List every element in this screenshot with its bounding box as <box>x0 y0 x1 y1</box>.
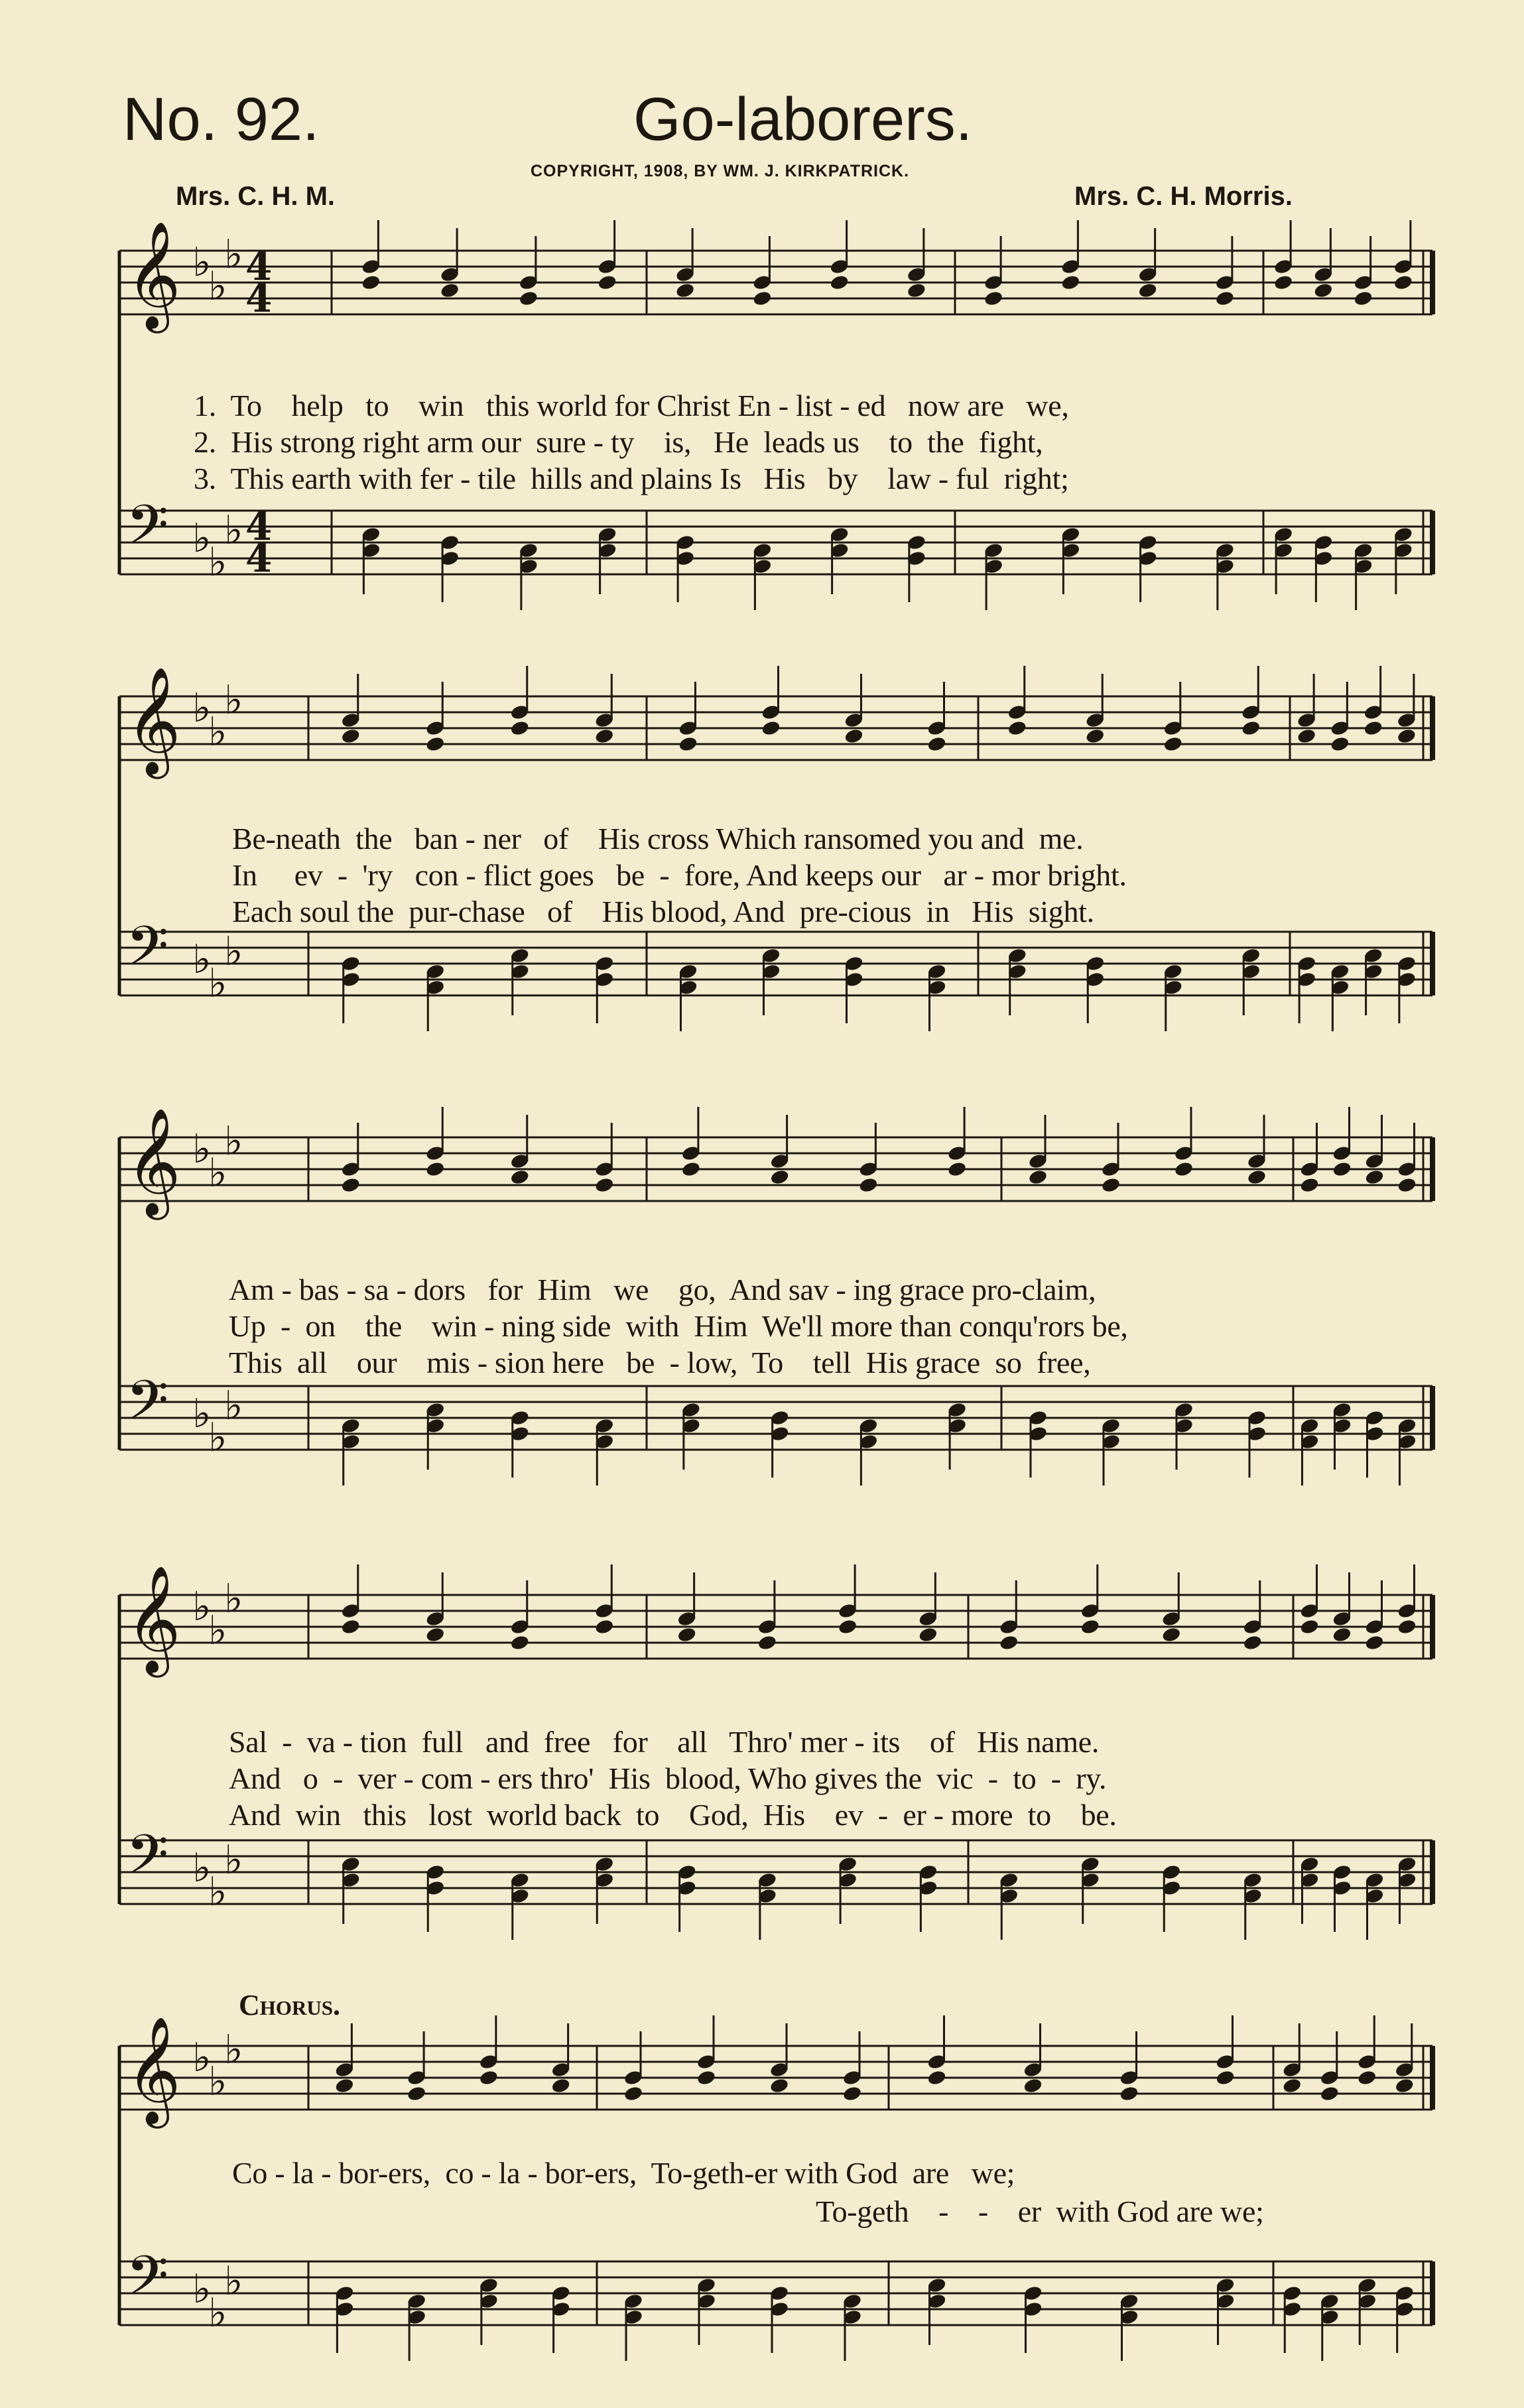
flat-icon: ♭ <box>224 1383 243 1429</box>
bass-clef-icon: 𝄢 <box>126 1368 169 1446</box>
flat-icon: ♭ <box>224 677 243 724</box>
treble-clef-icon: 𝄞 <box>126 2016 181 2124</box>
flat-icon: ♭ <box>208 263 227 310</box>
note-head <box>509 720 530 737</box>
note-head <box>1247 1169 1267 1186</box>
flat-icon: ♭ <box>208 709 227 755</box>
note-head <box>1023 2077 1043 2094</box>
note-head <box>1299 1618 1320 1635</box>
lyric-line: 3. This earth with fer - tile hills and plains Is His by law - ful right; <box>194 462 1069 495</box>
lyric-line: In ev - 'ry con - flict goes be - fore, And keeps our ar - mor bright. <box>232 858 1127 892</box>
flat-icon: ♭ <box>224 928 243 975</box>
note-head <box>1397 1618 1417 1635</box>
note-head <box>858 1176 879 1194</box>
note-head <box>479 2069 499 2086</box>
flat-icon: ♭ <box>192 239 212 286</box>
note-head <box>769 2077 790 2094</box>
note-head <box>1080 1618 1100 1635</box>
note-head <box>1397 1176 1417 1194</box>
lyric-line: Co - la - bor-ers, co - la - bor-ers, To-geth-er with God are we; <box>232 2156 1015 2190</box>
lyric-line: This all our mis - sion here be - low, To tell His grace so free, <box>229 1346 1091 1379</box>
note-head <box>761 720 781 737</box>
bass-clef-icon: 𝄢 <box>126 2244 169 2321</box>
lyric-line: Am - bas - sa - dors for Him we go, And sav - ing grace pro-claim, <box>229 1273 1096 1306</box>
note-head <box>340 728 361 745</box>
note-head <box>842 2085 863 2102</box>
lyric-line: To-geth - - er with God are we; <box>816 2194 1264 2228</box>
note-head <box>1163 735 1183 753</box>
note-head <box>594 728 615 745</box>
chorus-label: Chorus. <box>239 1989 341 2021</box>
note-head <box>597 274 617 291</box>
note-head <box>1242 1634 1263 1651</box>
note-head <box>509 1634 530 1651</box>
flat-icon: ♭ <box>208 1415 227 1461</box>
flat-icon: ♭ <box>224 1576 243 1622</box>
note-head <box>926 735 947 753</box>
note-head <box>519 290 539 307</box>
note-head <box>1215 2069 1236 2086</box>
words-credit: Mrs. C. H. M. <box>176 182 336 211</box>
note-head <box>984 290 1004 307</box>
flat-icon: ♭ <box>192 936 212 983</box>
note-head <box>407 2085 427 2102</box>
note-head <box>1085 728 1106 745</box>
note-head <box>1174 1161 1194 1178</box>
note-head <box>681 1161 702 1178</box>
flat-icon: ♭ <box>192 2035 212 2081</box>
flat-icon: ♭ <box>224 231 243 278</box>
lyric-line: Each soul the pur-chase of His blood, And pre-cious in His sight. <box>232 895 1094 928</box>
flat-icon: ♭ <box>208 539 227 586</box>
note-head <box>1319 2085 1340 2102</box>
note-head <box>1397 728 1417 745</box>
note-head <box>340 1176 361 1194</box>
treble-clef-icon: 𝄞 <box>126 221 181 329</box>
bass-clef-icon: 𝄢 <box>126 493 169 570</box>
copyright-notice: COPYRIGHT, 1908, BY WM. J. KIRKPATRICK. <box>531 162 910 180</box>
flat-icon: ♭ <box>224 507 243 554</box>
treble-clef-icon: 𝄞 <box>126 666 181 775</box>
note-head <box>1297 728 1317 745</box>
note-head <box>926 2069 947 2086</box>
note-head <box>1299 1176 1320 1194</box>
flat-icon: ♭ <box>192 1845 212 1891</box>
note-head <box>1394 2077 1415 2094</box>
note-head <box>425 1626 446 1643</box>
flat-icon: ♭ <box>192 2266 212 2313</box>
flat-icon: ♭ <box>192 1126 212 1172</box>
note-head <box>1393 274 1414 291</box>
hymn-title: Go-laborers. <box>633 86 973 153</box>
time-signature: 4 <box>245 536 273 581</box>
flat-icon: ♭ <box>208 960 227 1007</box>
flat-icon: ♭ <box>208 1608 227 1654</box>
note-head <box>425 735 446 753</box>
note-head <box>829 274 850 291</box>
note-head <box>1273 274 1294 291</box>
note-head <box>757 1634 778 1651</box>
note-head <box>844 728 864 745</box>
note-head <box>769 1169 790 1186</box>
note-head <box>947 1161 968 1178</box>
note-head <box>594 1176 615 1194</box>
flat-icon: ♭ <box>224 2027 243 2073</box>
note-head <box>1363 720 1383 737</box>
note-head <box>440 282 460 299</box>
treble-clef-icon: 𝄞 <box>126 1108 181 1216</box>
note-head <box>678 735 698 753</box>
flat-icon: ♭ <box>192 685 212 731</box>
treble-clef-icon: 𝄞 <box>126 1565 181 1673</box>
flat-icon: ♭ <box>208 2290 227 2336</box>
flat-icon: ♭ <box>192 1584 212 1630</box>
note-head <box>1353 290 1373 307</box>
note-head <box>594 1618 615 1635</box>
lyric-line: 1. To help to win this world for Christ En - list - ed now are we, <box>194 389 1069 422</box>
flat-icon: ♭ <box>224 1837 243 1883</box>
flat-icon: ♭ <box>224 2258 243 2305</box>
note-head <box>1060 274 1081 291</box>
lyric-line: Be-neath the ban - ner of His cross Which ransomed you and me. <box>232 822 1084 855</box>
note-head <box>838 1618 858 1635</box>
lyric-line: And win this lost world back to God, His ev - er - more to be. <box>229 1798 1117 1832</box>
note-head <box>1101 1176 1121 1194</box>
note-head <box>425 1161 446 1178</box>
note-head <box>361 274 381 291</box>
lyric-line: 2. His strong right arm our sure - ty is, He leads us to the fight, <box>194 425 1043 459</box>
bass-clef-icon: 𝄢 <box>126 1822 169 1900</box>
note-head <box>1364 1169 1385 1186</box>
note-head <box>999 1634 1019 1651</box>
note-head <box>1332 1626 1352 1643</box>
time-signature: 4 <box>245 504 273 549</box>
flat-icon: ♭ <box>224 1118 243 1165</box>
note-head <box>1119 2085 1139 2102</box>
note-head <box>675 282 696 299</box>
note-head <box>1330 735 1350 753</box>
flat-icon: ♭ <box>208 1150 227 1196</box>
note-head <box>1282 2077 1302 2094</box>
note-head <box>1028 1169 1048 1186</box>
note-head <box>918 1626 938 1643</box>
note-head <box>1137 282 1158 299</box>
note-head <box>676 1626 697 1643</box>
note-head <box>907 282 927 299</box>
time-signature: 4 <box>245 244 273 289</box>
lyric-line: Sal - va - tion full and free for all Thro' mer - its of His name. <box>229 1725 1100 1759</box>
note-head <box>1215 290 1236 307</box>
note-head <box>752 290 773 307</box>
hymn-number: No. 92. <box>123 86 320 153</box>
note-head <box>1364 1634 1385 1651</box>
note-head <box>509 1169 530 1186</box>
flat-icon: ♭ <box>208 2059 227 2105</box>
flat-icon: ♭ <box>192 1391 212 1437</box>
note-head <box>334 2077 355 2094</box>
note-head <box>1357 2069 1377 2086</box>
note-head <box>696 2069 717 2086</box>
note-head <box>623 2085 644 2102</box>
music-credit: Mrs. C. H. Morris. <box>1074 182 1293 211</box>
note-head <box>1241 720 1261 737</box>
flat-icon: ♭ <box>192 515 212 562</box>
note-head <box>1161 1626 1182 1643</box>
lyric-line: And o - ver - com - ers thro' His blood, Who gives the vic - to - ry. <box>229 1761 1107 1795</box>
flat-icon: ♭ <box>208 1869 227 1915</box>
bass-clef-icon: 𝄢 <box>126 914 169 991</box>
note-head <box>340 1618 361 1635</box>
note-head <box>550 2077 571 2094</box>
note-head <box>1332 1161 1352 1178</box>
note-head <box>1007 720 1027 737</box>
note-head <box>1313 282 1334 299</box>
time-signature: 4 <box>245 276 273 321</box>
lyric-line: Up - on the win - ning side with Him We'll more than conqu'rors be, <box>229 1309 1128 1343</box>
